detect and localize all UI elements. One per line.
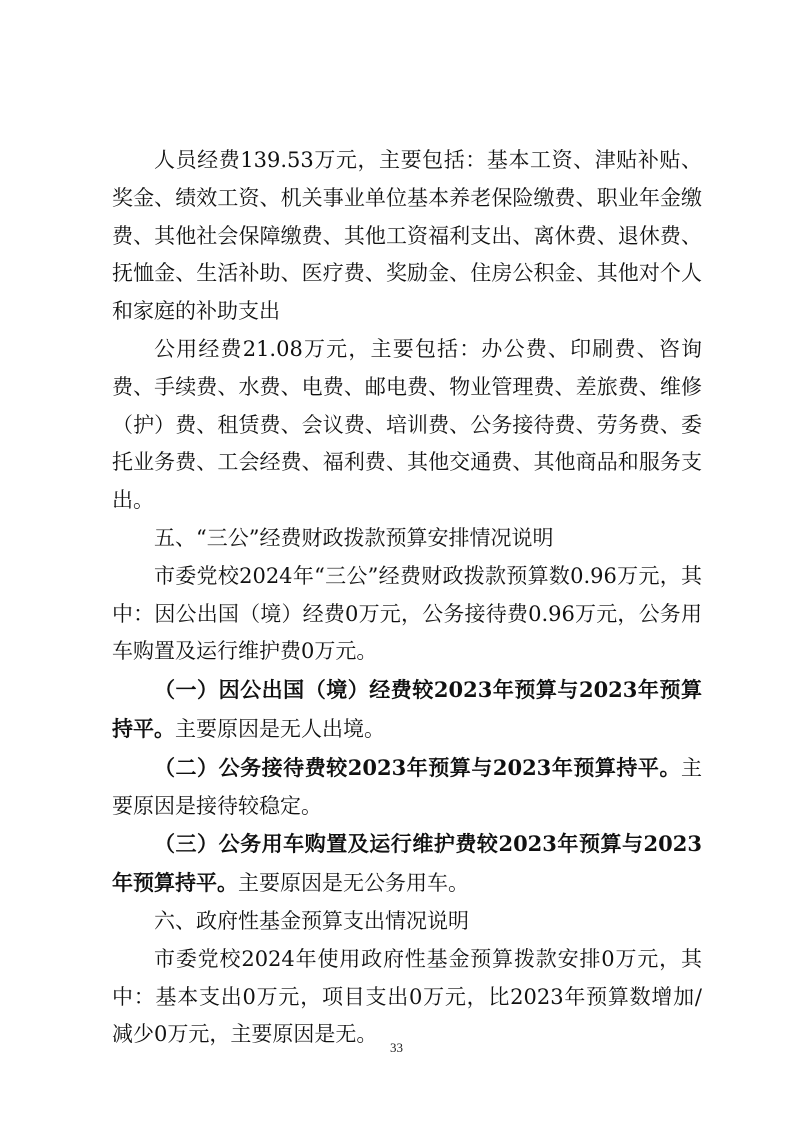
paragraph-overseas-travel — [112, 671, 702, 749]
paragraph-three-public-budget: 市委党校2024年“三公”经费财政拨款预算数0.96万元，其中：因公出国（境）经费0万元，公务接待费0.96万元，公务用车购置及运行维护费0万元。 — [112, 563, 702, 664]
text-overseas-travel-reason: 主要原因是无人出境。 — [175, 716, 385, 741]
subheading-official-reception: （二）公务接待费较2023年预算与2023年预算持平。 — [154, 754, 681, 780]
text-official-vehicles-reason: 主要原因是无公务用车。 — [238, 871, 469, 896]
paragraph-personnel-expenses: 人员经费139.53万元，主要包括：基本工资、津贴补贴、奖金、绩效工资、机关事业单位基本养老保险缴费、职业年金缴费、其他社会保障缴费、其他工资福利支出、离休费、退休费、抚恤金、生活补助、医疗费、奖励金、住房公积金、其他对个人和家庭的补助支出 — [112, 148, 702, 324]
section-heading-three-public: 五、“三公”经费财政拨款预算安排情况说明 — [154, 525, 554, 550]
text-official-reception-reason: 主要原因是接待较稳定。 — [112, 755, 702, 818]
paragraph-government-fund: 市委党校2024年使用政府性基金预算拨款安排0万元，其中：基本支出0万元，项目支出0万元，比2023年预算数增加/减少0万元，主要原因是无。 — [112, 946, 702, 1047]
document-body — [112, 142, 702, 1054]
paragraph-official-reception — [112, 749, 702, 826]
subheading-official-vehicles: （三）公务用车购置及运行维护费较2023年预算与2023年预算持平。 — [112, 831, 702, 896]
page-number: 33 — [390, 1040, 403, 1055]
section-heading-government-fund: 六、政府性基金预算支出情况说明 — [154, 908, 469, 933]
paragraph-public-expenses: 公用经费21.08万元，主要包括：办公费、印刷费、咨询费、手续费、水费、电费、邮电费、物业管理费、差旅费、维修（护）费、租赁费、会议费、培训费、公务接待费、劳务费、委托业务费、工会经费、福利费、其他交通费、其他商品和服务支出。 — [112, 336, 702, 513]
subheading-overseas-travel: （一）因公出国（境）经费较2023年预算与2023年预算持平。 — [112, 677, 702, 741]
paragraph-official-vehicles — [112, 825, 702, 903]
